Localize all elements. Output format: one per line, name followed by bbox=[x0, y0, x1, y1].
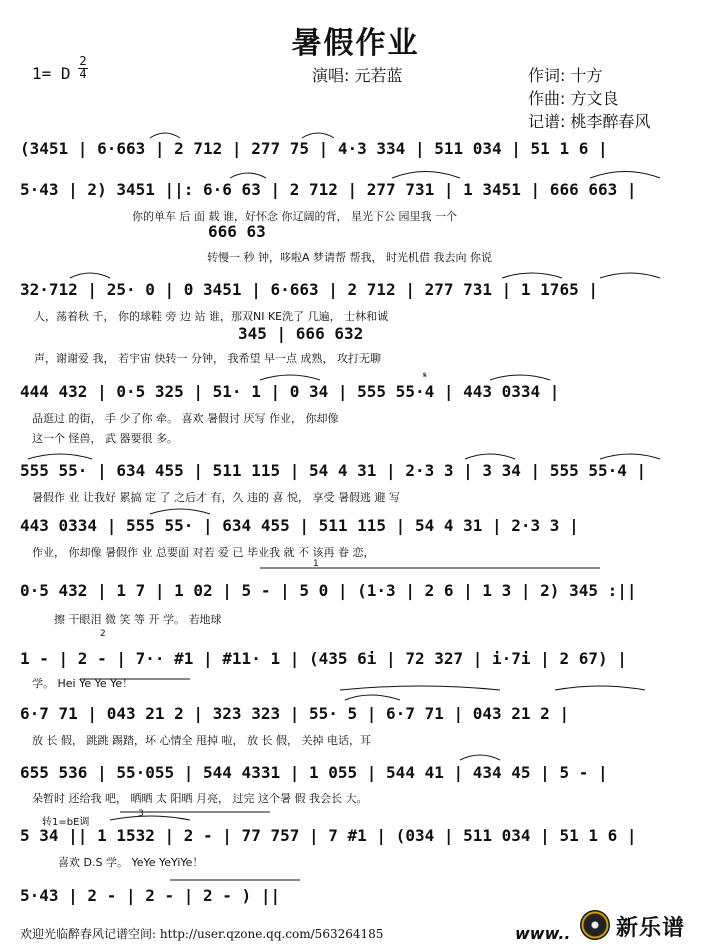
svg-text:3: 3 bbox=[138, 809, 144, 819]
notation-line-2-alt: 666 63 bbox=[208, 222, 266, 241]
lyric-line-11: 喜欢 D.S 学。 YeYe YeYiYe！ bbox=[58, 856, 204, 869]
lyric-line-3a: 人，荡着秋 千， 你的球鞋 旁 边 站 谁，那双NI KE洗了 几遍， 士林和诚 bbox=[34, 310, 389, 323]
record-disc-icon bbox=[580, 910, 610, 940]
notation-line-6: 443 0334 | 555 55· | 634 455 | 511 115 | 54 4 31 | 2·3 3 | bbox=[20, 516, 579, 535]
notation-line-11: 5 34 || 1 1532 | 2 - | 77 757 | 7 #1 | (034 | 511 034 | 51 1 6 | bbox=[20, 826, 637, 845]
lyric-line-8: 学。 Hei Ye Ye Ye！ bbox=[32, 677, 134, 690]
notation-line-3: 32·712 | 25· 0 | 0 3451 | 6·663 | 2 712 | 277 731 | 1 1765 | bbox=[20, 280, 598, 299]
notation-line-9: 6·7 71 | 043 21 2 | 323 323 | 55· 5 | 6·7 71 | 043 21 2 | bbox=[20, 704, 570, 723]
notation-line-10: 655 536 | 55·055 | 544 4331 | 1 055 | 544 41 | 434 45 | 5 - | bbox=[20, 763, 608, 782]
composer-credit: 作曲: 方文良 bbox=[528, 89, 619, 108]
lyric-line-5: 暑假作 业 让我好 累搞 定 了 之后才 有，久 违的 喜 悦， 享受 暑假逃 避 写 bbox=[32, 491, 400, 504]
notation-line-1: (3451 | 6·663 | 2 712 | 277 75 | 4·3 334 | 511 034 | 51 1 6 | bbox=[20, 139, 608, 158]
lyric-line-2a: 你的单车 后 面 载 谁，好怀念 你辽阔的背， 星光下公 园里我 一个 bbox=[132, 210, 457, 223]
footer-link-text: 欢迎光临醉春风记谱空间: http://user.qzone.qq.com/563264185 bbox=[20, 927, 384, 941]
notation-line-3-alt: 345 | 666 632 bbox=[238, 324, 364, 343]
lyric-line-7: 擦 干眼泪 微 笑 等 开 学。 若地球 bbox=[54, 613, 222, 626]
watermark-www: www.. bbox=[515, 924, 571, 943]
meter-top: 2 bbox=[79, 54, 87, 68]
svg-text:2: 2 bbox=[100, 629, 106, 639]
singer-credit: 演唱: 元若蓝 bbox=[312, 66, 403, 85]
notation-line-7: 0·5 432 | 1 7 | 1 02 | 5 - | 5 0 | (1·3 | 2 6 | 1 3 | 2) 345 :|| bbox=[20, 581, 637, 600]
lyric-line-3b: 声，谢谢爱 我， 若宇宙 快转一 分钟， 我希望 早一点 成熟， 攻打无聊 bbox=[34, 352, 381, 365]
notation-line-8: 1 - | 2 - | 7·· #1 | #11· 1 | (435 6i | 72 327 | i·7i | 2 67) | bbox=[20, 649, 627, 668]
key-signature: 1= D bbox=[32, 64, 71, 83]
svg-text:1: 1 bbox=[313, 559, 319, 569]
notation-line-5: 555 55· | 634 455 | 511 115 | 54 4 31 | 2·3 3 | 3 34 | 555 55·4 | bbox=[20, 461, 647, 480]
song-title: 暑假作业 bbox=[291, 26, 420, 61]
meter-bottom: 4 bbox=[79, 67, 87, 81]
watermark-logo: 新乐谱 bbox=[616, 916, 686, 941]
lyric-line-4b: 这一个 怪兽， 武 器要很 多。 bbox=[32, 432, 178, 445]
svg-text:𝄋: 𝄋 bbox=[423, 371, 427, 381]
lyric-line-2b: 转慢一 秒 钟，哆啦A 梦请帮 帮我， 时光机借 我去向 你说 bbox=[207, 251, 492, 264]
lyric-line-6: 作业， 你却像 暑假作 业 总要面 对若 爱 已 毕业我 就 不 该再 眷 恋， bbox=[32, 546, 375, 559]
lyric-line-4a: 品逛过 的街， 手 少了你 牵。 喜欢 暑假讨 厌写 作业， 你却像 bbox=[32, 412, 339, 425]
notation-line-2: 5·43 | 2) 3451 ||: 6·6 63 | 2 712 | 277 731 | 1 3451 | 666 663 | bbox=[20, 180, 637, 199]
lyric-line-9: 放 长 假， 跳跳 踢踏，坏 心情全 甩掉 啦， 放 长 假， 关掉 电话，耳 bbox=[32, 734, 371, 747]
lyric-line-10: 朵暂时 还给我 吧， 晒晒 太 阳晒 月亮， 过完 这个暑 假 我会长 大。 bbox=[32, 792, 368, 805]
notation-line-12: 5·43 | 2 - | 2 - | 2 - ) || bbox=[20, 886, 281, 905]
transcriber-credit: 记谱: 桃李醉春风 bbox=[528, 112, 651, 131]
key-change-note: 转1=bE调 bbox=[42, 817, 90, 828]
lyricist-credit: 作词: 十方 bbox=[528, 66, 603, 85]
notation-line-4: 444 432 | 0·5 325 | 51· 1 | 0 34 | 555 55·4 | 443 0334 | bbox=[20, 382, 560, 401]
